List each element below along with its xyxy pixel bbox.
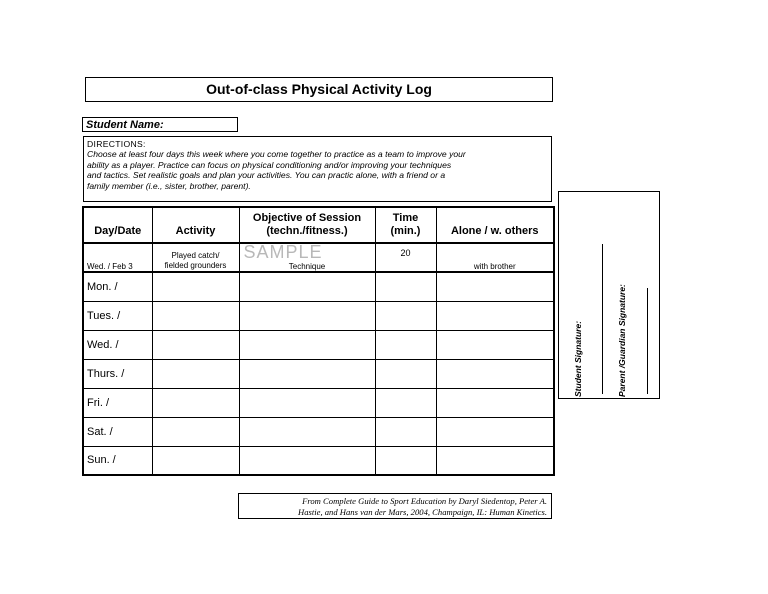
table-row xyxy=(83,272,554,301)
sample-row xyxy=(83,243,554,272)
sample-day: Wed. / Feb 3 xyxy=(83,243,152,272)
parent-signature-label: Parent /Guardian Signature: xyxy=(617,284,627,397)
source-credit xyxy=(238,493,552,519)
parent-signature-line[interactable] xyxy=(647,288,648,394)
table-row xyxy=(83,359,554,388)
page-title: Out-of-class Physical Activity Log xyxy=(85,77,553,102)
activity-cell[interactable] xyxy=(152,359,239,388)
day-label: Sat. / xyxy=(83,417,152,446)
activity-cell[interactable] xyxy=(152,446,239,475)
activity-cell[interactable] xyxy=(152,301,239,330)
activity-cell[interactable] xyxy=(152,330,239,359)
time-cell[interactable] xyxy=(375,417,436,446)
directions-line-2: ability as a player. Practice can focus on physical conditioning and/or improving your techniques xyxy=(87,159,452,170)
header-time-line-1: Time xyxy=(392,212,419,224)
header-objective-line-2: (techn./fitness.) xyxy=(266,225,348,237)
activity-cell[interactable] xyxy=(152,272,239,301)
table-row xyxy=(83,417,554,446)
alone-cell[interactable] xyxy=(436,417,554,446)
sample-activity-line-1: Played catch/ xyxy=(171,251,220,260)
table-row xyxy=(83,388,554,417)
time-cell[interactable] xyxy=(375,359,436,388)
alone-cell[interactable] xyxy=(436,301,554,330)
sample-watermark: SAMPLE xyxy=(243,242,323,262)
alone-cell[interactable] xyxy=(436,272,554,301)
sample-activity-line-2: fielded grounders xyxy=(164,261,227,270)
objective-cell[interactable] xyxy=(239,330,375,359)
time-cell[interactable] xyxy=(375,446,436,475)
time-cell[interactable] xyxy=(375,272,436,301)
header-objective-line-1: Objective of Session xyxy=(252,212,362,224)
table-header-row xyxy=(83,207,554,243)
table-row xyxy=(83,301,554,330)
objective-cell[interactable] xyxy=(239,388,375,417)
objective-cell[interactable] xyxy=(239,359,375,388)
header-time-line-2: (min.) xyxy=(390,225,421,237)
table-row xyxy=(83,330,554,359)
objective-cell[interactable] xyxy=(239,446,375,475)
student-signature-line[interactable] xyxy=(602,244,603,394)
header-day-date: Day/Date xyxy=(83,207,152,243)
sample-activity xyxy=(152,243,239,272)
day-label: Sun. / xyxy=(83,446,152,475)
header-activity: Activity xyxy=(152,207,239,243)
sample-alone: with brother xyxy=(436,243,554,272)
directions-line-4: family member (i.e., sister, brother, parent). xyxy=(87,180,251,191)
time-cell[interactable] xyxy=(375,301,436,330)
day-label: Wed. / xyxy=(83,330,152,359)
time-cell[interactable] xyxy=(375,388,436,417)
directions-heading: DIRECTIONS: xyxy=(87,139,146,149)
objective-cell[interactable] xyxy=(239,301,375,330)
header-time xyxy=(375,207,436,243)
day-label: Fri. / xyxy=(83,388,152,417)
student-name-field[interactable]: Student Name: xyxy=(82,117,238,132)
header-alone-with-others: Alone / w. others xyxy=(436,207,554,243)
objective-cell[interactable] xyxy=(239,417,375,446)
time-cell[interactable] xyxy=(375,330,436,359)
day-label: Mon. / xyxy=(83,272,152,301)
activity-cell[interactable] xyxy=(152,417,239,446)
signature-box xyxy=(558,191,660,399)
credit-line-1: From Complete Guide to Sport Education by Daryl Siedentop, Peter A. xyxy=(302,496,547,506)
alone-cell[interactable] xyxy=(436,388,554,417)
day-label: Thurs. / xyxy=(83,359,152,388)
activity-cell[interactable] xyxy=(152,388,239,417)
credit-line-2: Hastie, and Hans van der Mars, 2004, Champaign, IL: Human Kinetics. xyxy=(298,506,547,517)
header-objective xyxy=(239,207,375,243)
activity-log-table xyxy=(82,206,555,476)
sample-objective-text: Technique xyxy=(288,262,326,271)
alone-cell[interactable] xyxy=(436,359,554,388)
alone-cell[interactable] xyxy=(436,330,554,359)
student-signature-label: Student Signature: xyxy=(573,320,583,397)
sample-objective xyxy=(239,243,375,272)
day-label: Tues. / xyxy=(83,301,152,330)
sample-time: 20 xyxy=(375,243,436,272)
directions-line-3: and tactics. Set realistic goals and plan your activities. You can practic alone, with a friend or a xyxy=(87,170,446,181)
directions-box xyxy=(83,136,552,202)
table-row xyxy=(83,446,554,475)
alone-cell[interactable] xyxy=(436,446,554,475)
directions-line-1: Choose at least four days this week where you come together to practice as a team to improve your xyxy=(87,149,466,160)
objective-cell[interactable] xyxy=(239,272,375,301)
